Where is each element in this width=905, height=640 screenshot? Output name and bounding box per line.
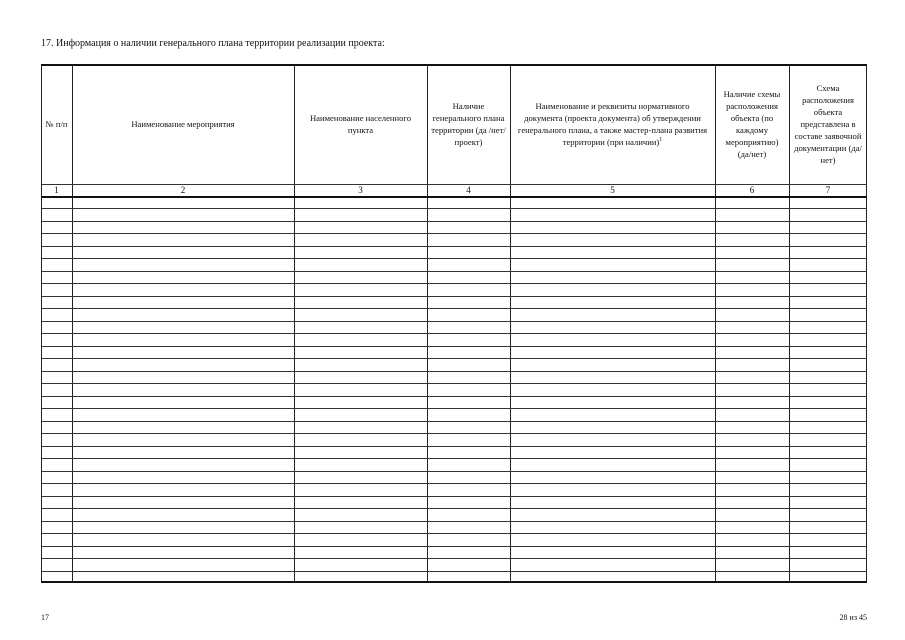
table-border-bottom bbox=[41, 581, 867, 583]
header-cell-event-name bbox=[72, 64, 294, 184]
header-cell-layout-scheme bbox=[715, 64, 789, 184]
row-line bbox=[41, 521, 867, 522]
row-line bbox=[41, 233, 867, 234]
column-divider bbox=[72, 64, 73, 582]
column-number: 4 bbox=[466, 185, 471, 195]
row-line bbox=[41, 371, 867, 372]
header-cell-scheme-in-docs bbox=[789, 64, 867, 184]
header-divider bbox=[41, 184, 867, 185]
row-line bbox=[41, 471, 867, 472]
header-label: Наименование населенного пункта bbox=[309, 113, 412, 135]
general-plan-table bbox=[41, 64, 867, 582]
row-line bbox=[41, 496, 867, 497]
column-divider bbox=[294, 64, 295, 582]
column-divider bbox=[427, 64, 428, 582]
row-line bbox=[41, 483, 867, 484]
column-number: 3 bbox=[358, 185, 363, 195]
row-line bbox=[41, 308, 867, 309]
table-border-right bbox=[866, 64, 867, 582]
row-line bbox=[41, 208, 867, 209]
header-label: Наименование и реквизиты нормативного документа (проекта документа) об утверждении генерального плана, а также мастер-плана развития территории (при наличии) bbox=[517, 101, 708, 147]
header-cell-number bbox=[41, 64, 72, 184]
row-line bbox=[41, 508, 867, 509]
row-line bbox=[41, 283, 867, 284]
row-line bbox=[41, 246, 867, 247]
header-label: Наличие генерального плана территории (да /нет/проект) bbox=[431, 101, 506, 147]
footnote-marker: 1 bbox=[659, 137, 663, 144]
header-cell-settlement bbox=[294, 64, 427, 184]
column-number: 2 bbox=[180, 185, 186, 195]
column-number: 1 bbox=[54, 185, 59, 195]
row-line bbox=[41, 346, 867, 347]
row-line bbox=[41, 421, 867, 422]
row-line bbox=[41, 221, 867, 222]
row-line bbox=[41, 458, 867, 459]
page-counter: 28 из 45 bbox=[839, 613, 867, 622]
column-divider bbox=[510, 64, 511, 582]
column-number: 6 bbox=[749, 185, 755, 195]
header-cell-general-plan bbox=[427, 64, 510, 184]
row-line bbox=[41, 321, 867, 322]
row-line bbox=[41, 408, 867, 409]
row-line bbox=[41, 433, 867, 434]
row-line bbox=[41, 446, 867, 447]
row-line bbox=[41, 533, 867, 534]
footer-left-number: 17 bbox=[41, 613, 49, 622]
column-divider bbox=[789, 64, 790, 582]
header-label: Наименование мероприятия bbox=[131, 119, 235, 129]
table-border-top bbox=[41, 64, 867, 66]
column-number-divider bbox=[41, 196, 867, 198]
header-label: Схема расположения объекта представлена в составе заявочной документации (да/нет) bbox=[794, 83, 862, 165]
row-line bbox=[41, 558, 867, 559]
row-line bbox=[41, 383, 867, 384]
section-heading: 17. Информация о наличии генерального плана территории реализации проекта: bbox=[41, 38, 385, 49]
row-line bbox=[41, 258, 867, 259]
column-number: 5 bbox=[610, 185, 615, 195]
row-line bbox=[41, 358, 867, 359]
header-label: № п/п bbox=[45, 119, 68, 129]
header-label: Наличие схемы расположения объекта (по каждому мероприятию) (да/нет) bbox=[723, 89, 781, 159]
row-line bbox=[41, 396, 867, 397]
column-divider bbox=[715, 64, 716, 582]
table-border-left bbox=[41, 64, 42, 582]
row-line bbox=[41, 333, 867, 334]
column-number: 7 bbox=[825, 185, 831, 195]
row-line bbox=[41, 296, 867, 297]
row-line bbox=[41, 271, 867, 272]
row-line bbox=[41, 546, 867, 547]
header-cell-regulatory-document bbox=[510, 64, 715, 184]
row-line bbox=[41, 571, 867, 572]
